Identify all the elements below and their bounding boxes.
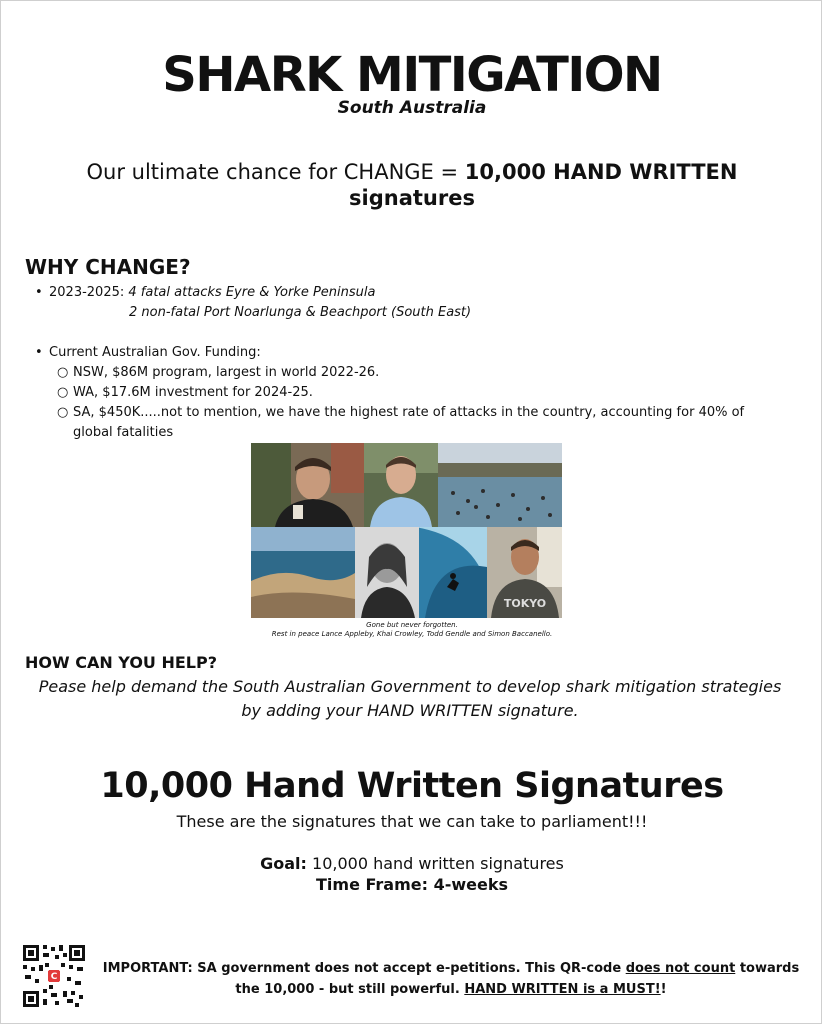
circle-bullet-icon: ○ [57, 385, 69, 400]
important-part3: towards the 10,000 - but still powerful. [235, 961, 800, 997]
photo-beach-crowd [438, 443, 562, 527]
goal-line [1, 853, 822, 874]
change-emphasis: 10,000 HAND WRITTEN signatures [349, 160, 738, 210]
photo-man-tokyo-shirt [487, 527, 562, 618]
photo-man-with-coffee [251, 443, 364, 527]
signatures-subheading: These are the signatures that we can take to parliament!!! [176, 812, 648, 831]
qr-badge-letter: C [50, 972, 58, 982]
memorial-caption [1, 621, 822, 639]
funding-wa: WA, $17.6M investment for 2024-25. [73, 385, 313, 400]
timeframe-line[interactable]: Time Frame: 4-weeks [316, 875, 508, 894]
circle-bullet-icon: ○ [57, 405, 69, 420]
memorial-photo-collage [251, 443, 562, 618]
photo-coastline [251, 527, 355, 618]
qr-code[interactable] [23, 945, 85, 1007]
why-change-heading: WHY CHANGE? [25, 255, 191, 279]
bullet-icon: • [35, 285, 43, 300]
list-item-sa [25, 403, 785, 443]
important-part1: IMPORTANT: SA government does not accept e-petitions. This QR-code [102, 961, 626, 976]
caption-line2: Rest in peace Lance Appleby, Khai Crowley, Todd Gendle and Simon Baccanello. [271, 630, 553, 638]
list-item-funding [25, 343, 785, 363]
list-item-attacks [25, 283, 785, 303]
list-item-wa [25, 383, 785, 403]
important-notice [101, 958, 801, 1000]
page-subtitle: South Australia [337, 98, 487, 118]
goal-label: Goal: [260, 854, 307, 873]
attacks-label: 2023-2025: [49, 285, 129, 300]
change-prefix: Our ultimate chance for CHANGE = [86, 160, 465, 184]
funding-label: Current Australian Gov. Funding: [49, 345, 261, 360]
goal-value: 10,000 hand written signatures [306, 854, 564, 873]
funding-nsw: NSW, $86M program, largest in world 2022-26. [73, 365, 380, 380]
attacks-line1: 4 fatal attacks Eyre & Yorke Peninsula [128, 285, 376, 300]
important-hand-written-must: HAND WRITTEN is a MUST! [464, 982, 661, 997]
photo-surfer-and-girl [355, 527, 487, 618]
change-statement [61, 159, 763, 211]
important-does-not-count: does not count [625, 961, 736, 976]
important-part5: ! [660, 982, 667, 997]
photo-tokyo-shirt-text: TOKYO [503, 597, 547, 610]
help-heading: HOW CAN YOU HELP? [25, 653, 217, 672]
caption-line1: Gone but never forgotten. [366, 621, 458, 629]
funding-sa: SA, $450K.....not to mention, we have the highest rate of attacks in the country, accounting for 40% of global fatalities [73, 405, 745, 440]
attacks-line2: 2 non-fatal Port Noarlunga & Beachport (South East) [129, 305, 472, 320]
bullet-icon: • [35, 345, 43, 360]
circle-bullet-icon: ○ [57, 365, 69, 380]
why-change-list [25, 283, 785, 443]
page-title: SHARK MITIGATION [162, 47, 662, 103]
signatures-heading: 10,000 Hand Written Signatures [100, 766, 724, 806]
help-text: Pease help demand the South Australian Government to develop shark mitigation strategies by adding your HAND WRITTEN signature. [38, 677, 782, 720]
photo-man-blue-shirt [364, 443, 438, 527]
list-item-nsw [25, 363, 785, 383]
